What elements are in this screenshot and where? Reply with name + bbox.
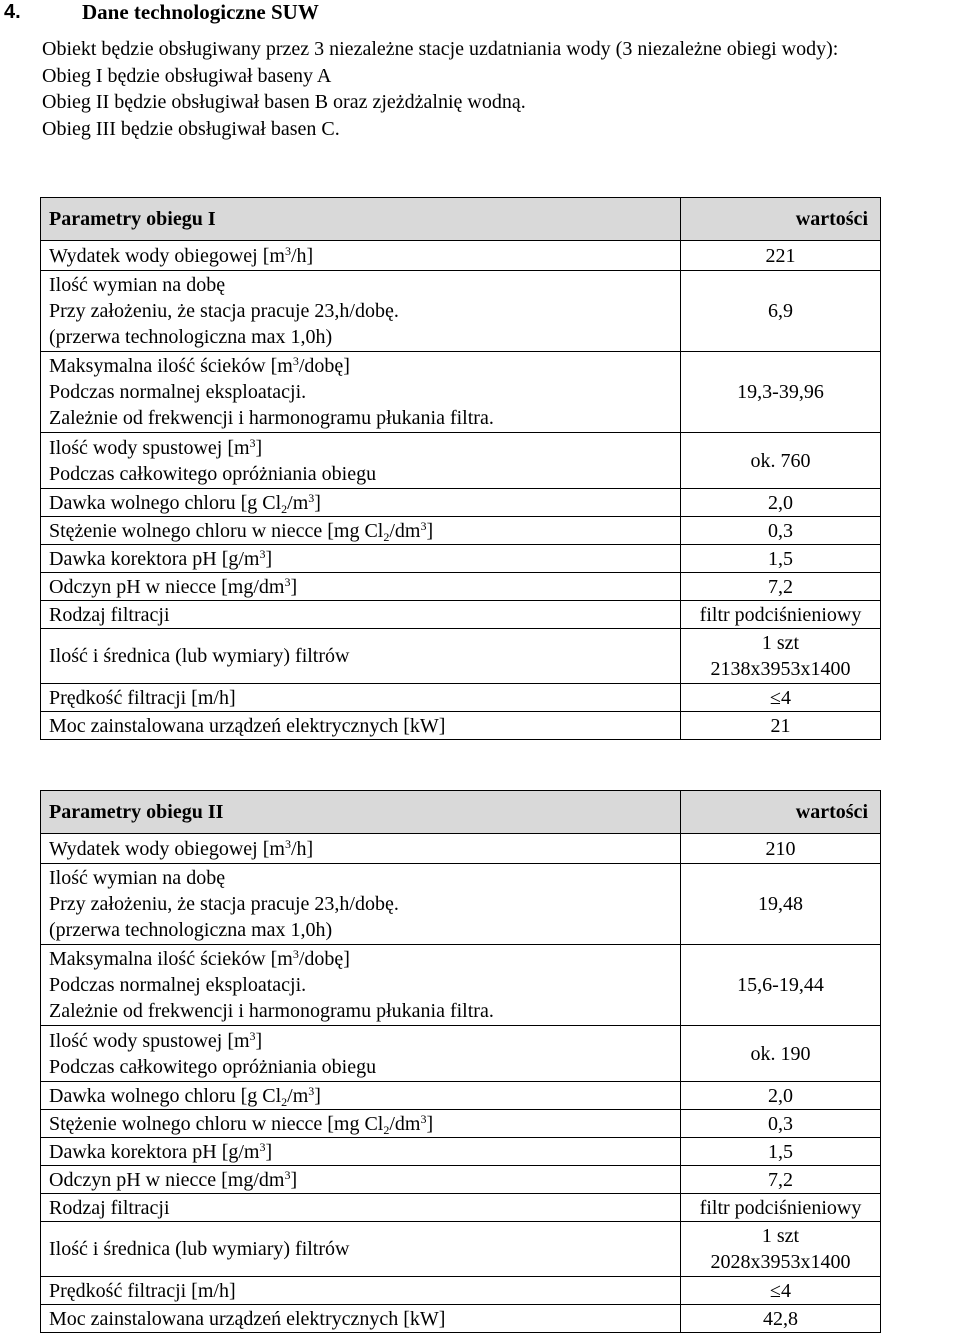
row-label-drain: Ilość wody spustowej $[m^3]$ Podczas całkowitego opróżniania obiegu <box>41 1026 681 1082</box>
intro-text <box>42 36 957 142</box>
table-row <box>41 1082 881 1110</box>
row-label-power: Moc zainstalowana urządzeń elektrycznych [kW] <box>41 1305 681 1333</box>
table-header-row <box>41 791 881 834</box>
table-row <box>41 241 881 271</box>
row-label-ph-dose: Dawka korektora pH $[g/m^3]$ <box>41 1138 681 1166</box>
table-row <box>41 684 881 712</box>
table-row <box>41 712 881 740</box>
row-value-chlorine-conc: 0,3 <box>681 1110 881 1138</box>
intro-line-obieg-3: Obieg III będzie obsługiwał basen C. <box>42 117 340 140</box>
params-table-obieg-1 <box>40 197 881 740</box>
row-value-ph-dose: 1,5 <box>681 1138 881 1166</box>
intro-paragraph: Obiekt będzie obsługiwany przez 3 niezależne stacje uzdatniania wody (3 niezależne obiegi wody): <box>42 38 839 60</box>
row-value-drain: ok. 190 <box>681 1026 881 1082</box>
table-row <box>41 489 881 517</box>
row-label-ph: Odczyn pH w niecce $[mg/dm^3]$ <box>41 1166 681 1194</box>
row-label-ph: Odczyn pH w niecce $[mg/dm^3]$ <box>41 573 681 601</box>
row-value-chlorine-dose: 2,0 <box>681 489 881 517</box>
table-header-row <box>41 198 881 241</box>
table-row <box>41 945 881 1026</box>
row-value-drain: ok. 760 <box>681 433 881 489</box>
header-label: Parametry obiegu I <box>41 198 681 241</box>
header-label: Parametry obiegu II <box>41 791 681 834</box>
row-value-filtration-speed: ≤4 <box>681 1277 881 1305</box>
row-label-ph-dose: Dawka korektora pH $[g/m^3]$ <box>41 545 681 573</box>
row-value-chlorine-conc: 0,3 <box>681 517 881 545</box>
row-label-chlorine-conc: Stężenie wolnego chloru w niecce [mg $Cl_2/dm^3$] <box>41 517 681 545</box>
table-row <box>41 601 881 629</box>
row-value-ph: 7,2 <box>681 1166 881 1194</box>
row-label-exchanges: Ilość wymian na dobę Przy założeniu, że stacja pracuje 23,h/dobę. (przerwa technologiczna max 1,0h) <box>41 864 681 945</box>
row-label-exchanges: Ilość wymian na dobę Przy założeniu, że stacja pracuje 23,h/dobę. (przerwa technologiczna max 1,0h) <box>41 271 681 352</box>
row-label-sewage: Maksymalna ilość ścieków $[m^3/dobę]$ Podczas normalnej eksploatacji. Zależnie od frekwencji i harmonogramu płukania filtra. <box>41 945 681 1026</box>
table-row <box>41 864 881 945</box>
row-value-filtration-speed: ≤4 <box>681 684 881 712</box>
row-value-power: 21 <box>681 712 881 740</box>
row-value-ph-dose: 1,5 <box>681 545 881 573</box>
row-label-filters: Ilość i średnica (lub wymiary) filtrów <box>41 629 681 684</box>
row-value-ph: 7,2 <box>681 573 881 601</box>
intro-line-obieg-2: Obieg II będzie obsługiwał basen B oraz zjeżdżalnię wodną. <box>42 91 526 114</box>
row-label-flow: Wydatek wody obiegowej $[m^3/h]$ <box>41 834 681 864</box>
table-row <box>41 1305 881 1333</box>
row-value-exchanges: 19,48 <box>681 864 881 945</box>
table-row <box>41 433 881 489</box>
row-label-filtration-type: Rodzaj filtracji <box>41 601 681 629</box>
params-table-obieg-2 <box>40 790 881 1333</box>
table-row <box>41 1166 881 1194</box>
row-label-drain: Ilość wody spustowej $[m^3]$ Podczas całkowitego opróżniania obiegu <box>41 433 681 489</box>
table-row <box>41 573 881 601</box>
section-number: 4. <box>4 0 21 23</box>
row-label-filtration-speed: Prędkość filtracji [m/h] <box>41 1277 681 1305</box>
section-title: Dane technologiczne SUW <box>82 0 319 24</box>
row-value-sewage: 19,3-39,96 <box>681 352 881 433</box>
row-label-chlorine-dose: Dawka wolnego chloru [g $Cl_2/m^3$] <box>41 489 681 517</box>
row-value-flow: 210 <box>681 834 881 864</box>
row-value-flow: 221 <box>681 241 881 271</box>
header-value: wartości <box>681 198 881 241</box>
row-value-filtration-type: filtr podciśnieniowy <box>681 601 881 629</box>
table-row <box>41 1277 881 1305</box>
row-value-filtration-type: filtr podciśnieniowy <box>681 1194 881 1222</box>
row-label-power: Moc zainstalowana urządzeń elektrycznych [kW] <box>41 712 681 740</box>
row-label-filters: Ilość i średnica (lub wymiary) filtrów <box>41 1222 681 1277</box>
table-row <box>41 517 881 545</box>
table-row <box>41 545 881 573</box>
table-row <box>41 352 881 433</box>
table-row <box>41 834 881 864</box>
row-value-filters: 1 szt 2138x3953x1400 <box>681 629 881 684</box>
row-value-sewage: 15,6-19,44 <box>681 945 881 1026</box>
table-row <box>41 1194 881 1222</box>
table-row <box>41 629 881 684</box>
row-value-exchanges: 6,9 <box>681 271 881 352</box>
table-row <box>41 1222 881 1277</box>
table-row <box>41 1138 881 1166</box>
row-label-chlorine-dose: Dawka wolnego chloru [g $Cl_2/m^3$] <box>41 1082 681 1110</box>
row-label-sewage: Maksymalna ilość ścieków $[m^3/dobę]$ Podczas normalnej eksploatacji. Zależnie od frekwencji i harmonogramu płukania filtra. <box>41 352 681 433</box>
section-heading <box>0 0 319 27</box>
table-row <box>41 271 881 352</box>
table-row <box>41 1026 881 1082</box>
table-row <box>41 1110 881 1138</box>
header-value: wartości <box>681 791 881 834</box>
row-label-filtration-type: Rodzaj filtracji <box>41 1194 681 1222</box>
row-label-chlorine-conc: Stężenie wolnego chloru w niecce [mg $Cl_2/dm^3$] <box>41 1110 681 1138</box>
row-value-filters: 1 szt 2028x3953x1400 <box>681 1222 881 1277</box>
row-value-power: 42,8 <box>681 1305 881 1333</box>
row-label-flow: Wydatek wody obiegowej $[m^3/h]$ <box>41 241 681 271</box>
intro-line-obieg-1: Obieg I będzie obsługiwał baseny A <box>42 64 332 87</box>
row-value-chlorine-dose: 2,0 <box>681 1082 881 1110</box>
row-label-filtration-speed: Prędkość filtracji [m/h] <box>41 684 681 712</box>
